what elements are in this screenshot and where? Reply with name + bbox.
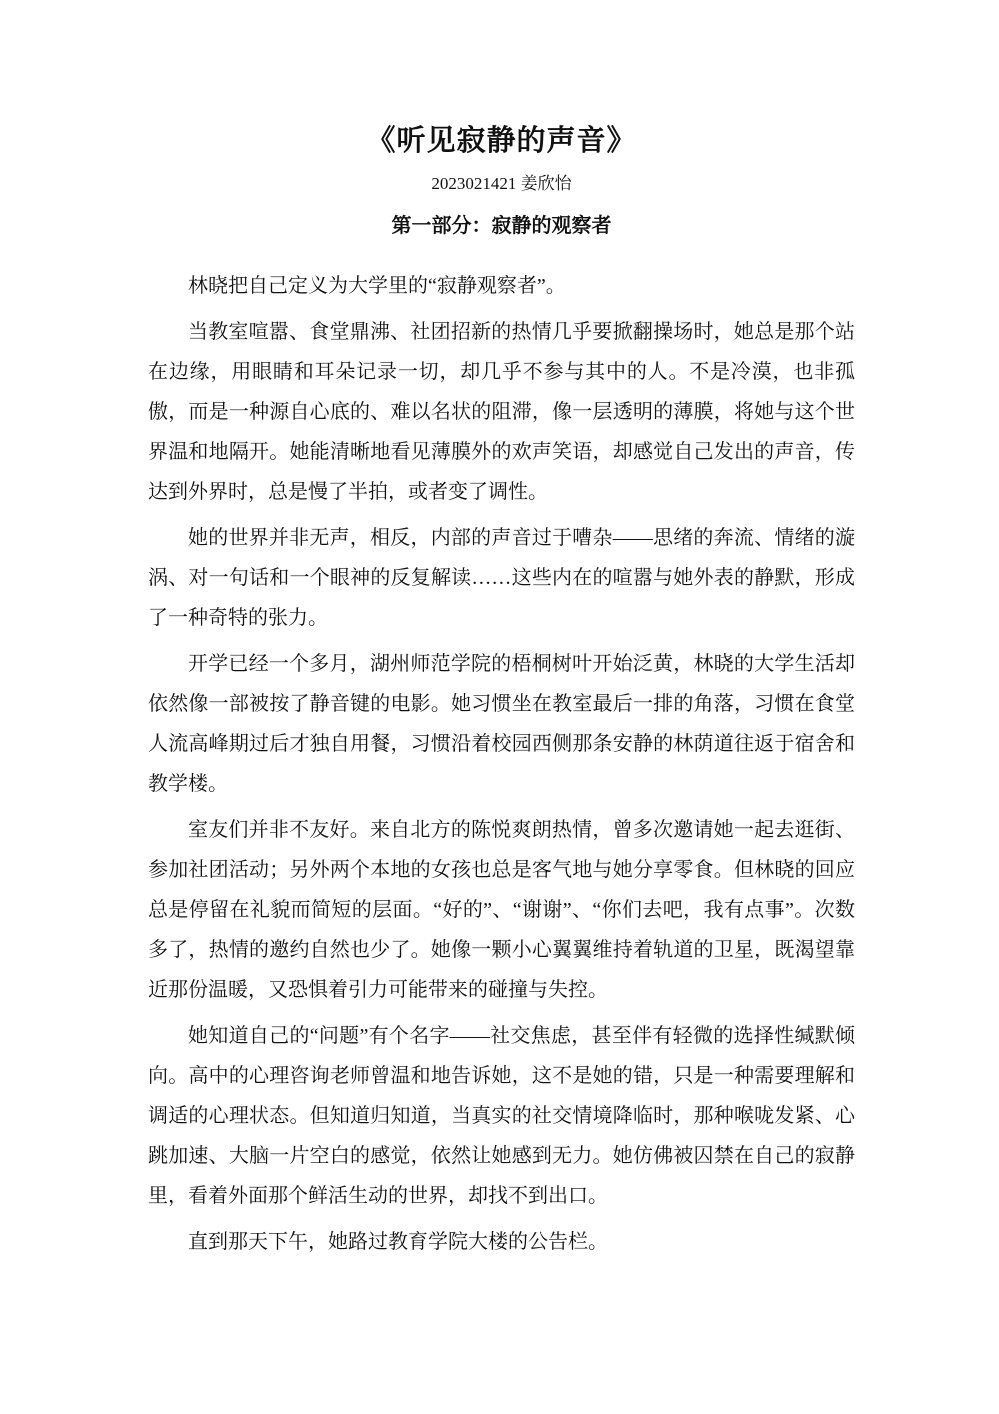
paragraph: 林晓把自己定义为大学里的“寂静观察者”。: [188, 275, 566, 297]
document-body: [148, 266, 855, 1262]
paragraph: 开学已经一个多月，湖州师范学院的梧桐树叶开始泛黄，林晓的大学生活却依然像一部被按了静音键的电影。她习惯坐在教室最后一排的角落，习惯在食堂人流高峰期过后才独自用餐，习惯沿着校园西侧那条安静的林荫道往返于宿舍和教学楼。: [148, 653, 855, 795]
paragraph: 她知道自己的“问题”有个名字——社交焦虑，甚至伴有轻微的选择性缄默倾向。高中的心理咨询老师曾温和地告诉她，这不是她的错，只是一种需要理解和调适的心理状态。但知道归知道，当真实的社交情境降临时，那种喉咙发紧、心跳加速、大脑一片空白的感觉，依然让她感到无力。她仿佛被囚禁在自己的寂静里，看着外面那个鲜活生动的世界，却找不到出口。: [148, 1025, 855, 1207]
author-line: 2023021421 姜欣怡: [431, 174, 572, 193]
section-heading: 第一部分：寂静的观察者: [391, 215, 612, 237]
paragraph: 她的世界并非无声，相反，内部的声音过于嘈杂——思绪的奔流、情绪的漩涡、对一句话和一个眼神的反复解读……这些内在的喧嚣与她外表的静默，形成了一种奇特的张力。: [148, 527, 855, 629]
paragraph: 当教室喧嚣、食堂鼎沸、社团招新的热情几乎要掀翻操场时，她总是那个站在边缘，用眼睛和耳朵记录一切，却几乎不参与其中的人。不是冷漠，也非孤傲，而是一种源自心底的、难以名状的阻滞，像一层透明的薄膜，将她与这个世界温和地隔开。她能清晰地看见薄膜外的欢声笑语，却感觉自己发出的声音，传达到外界时，总是慢了半拍，或者变了调性。: [148, 321, 855, 503]
document-title: 《听见寂静的声音》: [366, 125, 637, 157]
paragraph: 直到那天下午，她路过教育学院大楼的公告栏。: [188, 1231, 608, 1253]
paragraph: 室友们并非不友好。来自北方的陈悦爽朗热情，曾多次邀请她一起去逛街、参加社团活动；另外两个本地的女孩也总是客气地与她分享零食。但林晓的回应总是停留在礼貌而简短的层面。“好的”、“谢谢”、“你们去吧，我有点事”。次数多了，热情的邀约自然也少了。她像一颗小心翼翼维持着轨道的卫星，既渴望靠近那份温暖，又恐惧着引力可能带来的碰撞与失控。: [148, 819, 855, 1001]
